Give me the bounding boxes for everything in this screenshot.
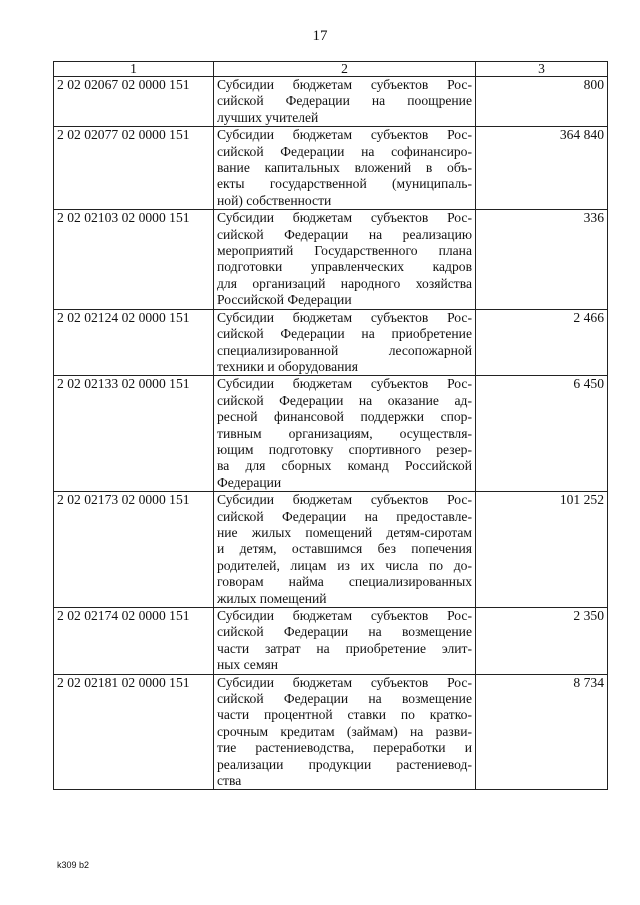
description-cell [214, 376, 476, 492]
description-line: реализации продукции растениевод- [217, 756, 472, 772]
description-line: Субсидии бюджетам субъектов Рос- [217, 674, 472, 690]
description-line: сийской Федерации на приобретение [217, 326, 472, 342]
budget-code-cell: 2 02 02103 02 0000 151 [54, 210, 214, 309]
table-row [54, 674, 608, 790]
amount-cell: 336 [476, 210, 608, 309]
description-line: ва для сборных команд Российской [217, 458, 472, 474]
amount-cell: 6 450 [476, 376, 608, 492]
amount-cell: 2 350 [476, 608, 608, 675]
description-line: сийской Федерации на возмещение [217, 624, 472, 640]
description-line: сийской Федерации на поощрение [217, 93, 472, 109]
column-header-code: 1 [54, 62, 214, 77]
description-line: ние жилых помещений детям-сиротам [217, 524, 472, 540]
table-row [54, 309, 608, 376]
description-line: подготовки управленческих кадров [217, 259, 472, 275]
description-line: говорам найма специализированных [217, 574, 472, 590]
description-line: мероприятий Государственного плана [217, 243, 472, 259]
header-row [54, 62, 608, 77]
description-line: для организаций народного хозяйства [217, 275, 472, 291]
budget-code-cell: 2 02 02173 02 0000 151 [54, 492, 214, 608]
description-cell [214, 127, 476, 210]
description-line: ных семян [217, 657, 278, 673]
description-line: и детям, оставшимся без попечения [217, 541, 472, 557]
description-line: жилых помещений [217, 590, 327, 606]
description-line: сийской Федерации на софинансиро- [217, 143, 472, 159]
budget-code-cell: 2 02 02181 02 0000 151 [54, 674, 214, 790]
table-row [54, 608, 608, 675]
table-row [54, 77, 608, 127]
table-row [54, 127, 608, 210]
description-line: тие растениеводства, переработки и [217, 740, 472, 756]
description-line: Субсидии бюджетам субъектов Рос- [217, 376, 472, 392]
description-line: Российской Федерации [217, 292, 352, 308]
description-line: Федерации [217, 474, 282, 490]
budget-code-cell: 2 02 02067 02 0000 151 [54, 77, 214, 127]
description-line: срочным кредитам (займам) на разви- [217, 723, 472, 739]
description-line: сийской Федерации на реализацию [217, 226, 472, 242]
description-line: сийской Федерации на оказание ад- [217, 392, 472, 408]
amount-cell: 364 840 [476, 127, 608, 210]
description-line: Субсидии бюджетам субъектов Рос- [217, 127, 472, 143]
description-line: ной) собственности [217, 192, 332, 208]
description-line: лучших учителей [217, 109, 319, 125]
table-row [54, 492, 608, 608]
budget-code-cell: 2 02 02124 02 0000 151 [54, 309, 214, 376]
budget-code-cell: 2 02 02077 02 0000 151 [54, 127, 214, 210]
description-line: сийской Федерации на возмещение [217, 691, 472, 707]
description-line: специализированной лесопожарной [217, 342, 472, 358]
description-cell [214, 77, 476, 127]
description-line: техники и оборудования [217, 358, 358, 374]
amount-cell: 800 [476, 77, 608, 127]
description-line: ющим подготовку спортивного резер- [217, 441, 472, 457]
table-row [54, 376, 608, 492]
amount-cell: 2 466 [476, 309, 608, 376]
description-line: части затрат на приобретение элит- [217, 640, 472, 656]
description-line: ресной финансовой поддержки спор- [217, 409, 472, 425]
footer-mark: k309 b2 [57, 860, 90, 870]
budget-code-cell: 2 02 02133 02 0000 151 [54, 376, 214, 492]
description-line: Субсидии бюджетам субъектов Рос- [217, 77, 472, 92]
table-row [54, 210, 608, 309]
amount-cell: 101 252 [476, 492, 608, 608]
budget-code-cell: 2 02 02174 02 0000 151 [54, 608, 214, 675]
description-line: родителей, лицам из их числа по до- [217, 557, 472, 573]
description-cell [214, 492, 476, 608]
description-cell [214, 210, 476, 309]
table-body [54, 77, 608, 790]
page-number: 17 [312, 28, 328, 44]
budget-table [53, 61, 608, 790]
description-cell [214, 608, 476, 675]
description-line: Субсидии бюджетам субъектов Рос- [217, 608, 472, 623]
table-header [54, 62, 608, 77]
amount-cell: 8 734 [476, 674, 608, 790]
description-line: ства [217, 773, 242, 789]
description-cell [214, 674, 476, 790]
description-line: вание капитальных вложений в объ- [217, 160, 472, 176]
description-line: Субсидии бюджетам субъектов Рос- [217, 492, 472, 508]
description-line: части процентной ставки по кратко- [217, 707, 472, 723]
column-header-amount: 3 [476, 62, 608, 77]
description-line: Субсидии бюджетам субъектов Рос- [217, 309, 472, 325]
column-header-description: 2 [214, 62, 476, 77]
description-line: сийской Федерации на предоставле- [217, 508, 472, 524]
description-line: тивным организациям, осуществля- [217, 425, 472, 441]
description-line: Субсидии бюджетам субъектов Рос- [217, 210, 472, 226]
description-line: екты государственной (муниципаль- [217, 176, 472, 192]
description-cell [214, 309, 476, 376]
